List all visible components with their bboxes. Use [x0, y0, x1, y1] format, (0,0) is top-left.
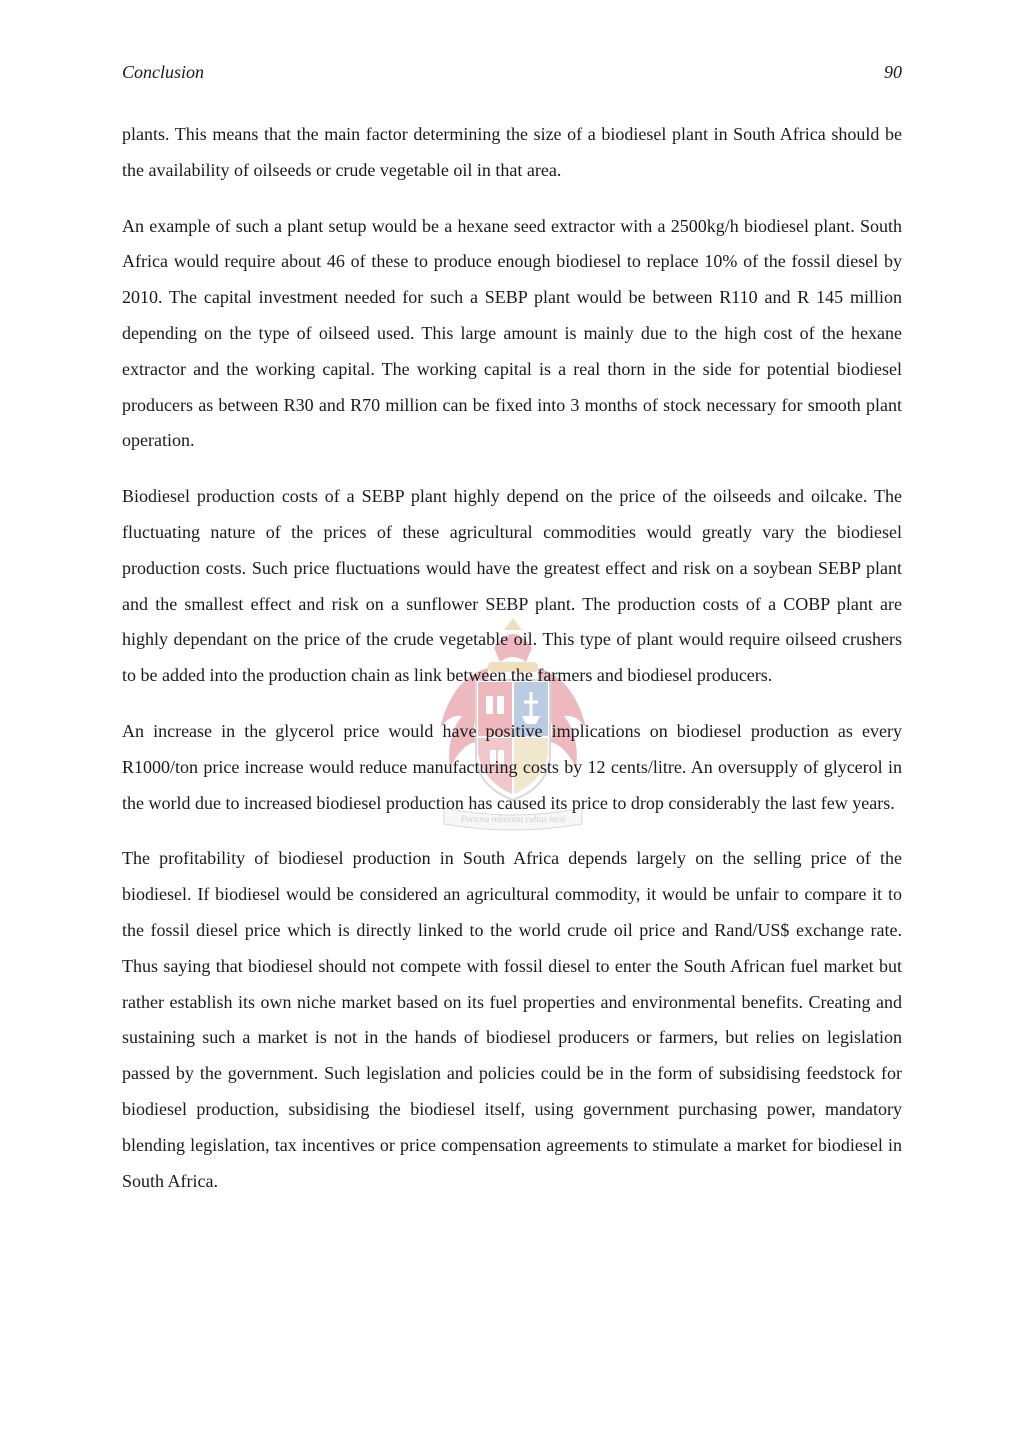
paragraph: An increase in the glycerol price would have positive implications on biodiesel production as every R1000/ton price increase would reduce manufacturing costs by 12 cents/litre. An oversupply of glycerol in the world due to increased biodiesel production has caused its price to drop considerably the last few years. [122, 720, 902, 813]
paragraph: plants. This means that the main factor determining the size of a biodiesel plant in South Africa should be the availability of oilseeds or crude vegetable oil in that area. [122, 124, 902, 180]
section-title: Conclusion [122, 62, 205, 82]
paragraph: An example of such a plant setup would be a hexane seed extractor with a 2500kg/h biodiesel plant. South Africa would require about 46 of these to produce enough biodiesel to replace 10% of the fossil diesel by 2010. The capital investment needed for such a SEBP plant would be between R110 and R 145 million depending on the type of oilseed used. This large amount is mainly due to the high cost of the hexane extractor and the working capital. The working capital is a real thorn in the side for potential biodiesel producers as between R30 and R70 million can be fixed into 3 months of stock necessary for smooth plant operation. [122, 215, 902, 451]
page-number: 90 [884, 62, 902, 82]
motto-text: Pectora roborant cultus recti [460, 814, 566, 824]
paragraph: Biodiesel production costs of a SEBP plant highly depend on the price of the oilseeds and oilcake. The fluctuating nature of the prices of these agricultural commodities would greatly vary the biodiesel production costs. Such price fluctuations would have the greatest effect and risk on a soybean SEBP plant and the smallest effect and risk on a sunflower SEBP plant. The production costs of a COBP plant are highly dependant on the price of the crude vegetable oil. This type of plant would require oilseed crushers to be added into the production chain as link between the farmers and biodiesel producers. [122, 486, 902, 686]
running-header [122, 62, 902, 88]
body-text [122, 117, 902, 1219]
paragraph: The profitability of biodiesel production in South Africa depends largely on the selling price of the biodiesel. If biodiesel would be considered an agricultural commodity, it would be unfair to compare it to the fossil diesel price which is directly linked to the world crude oil price and Rand/US$ exchange rate. Thus saying that biodiesel should not compete with fossil diesel to enter the South African fuel market but rather establish its own niche market based on its fuel properties and environmental benefits. Creating and sustaining such a market is not in the hands of biodiesel producers or farmers, but relies on legislation passed by the government. Such legislation and policies could be in the form of subsidising feedstock for biodiesel production, subsidising the biodiesel itself, using government purchasing power, mandatory blending legislation, tax incentives or price compensation agreements to stimulate a market for biodiesel in South Africa. [122, 848, 902, 1191]
